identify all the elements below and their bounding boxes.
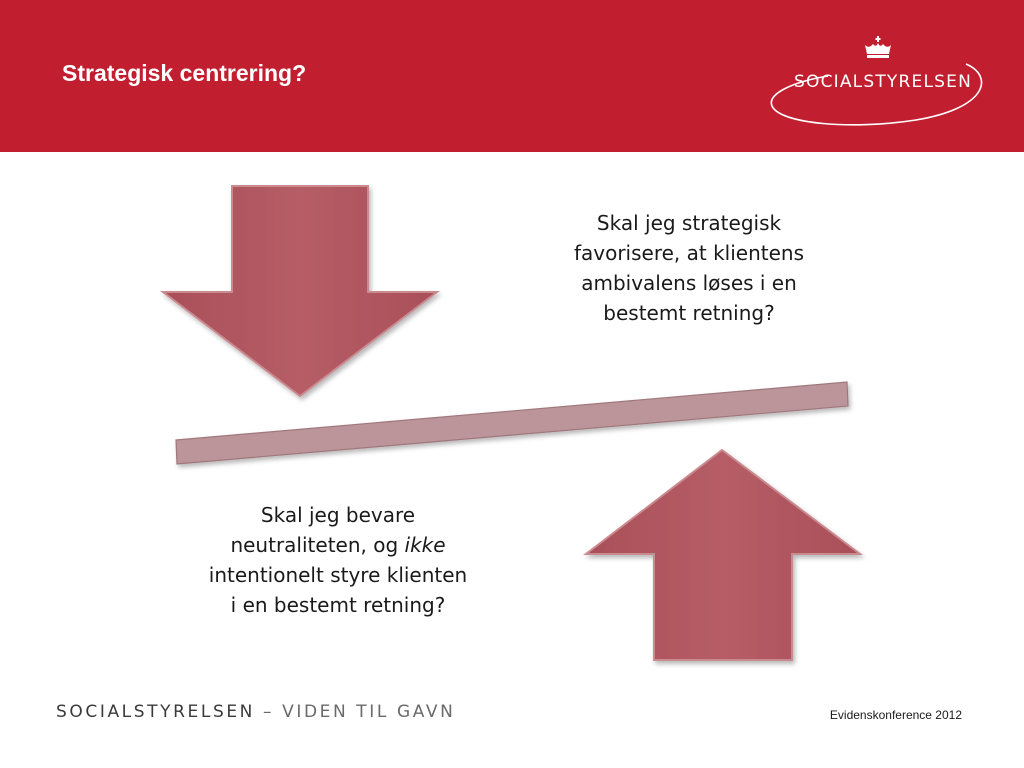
footer-brand-name: SOCIALSTYRELSEN bbox=[56, 702, 255, 722]
footer-note: Evidenskonference 2012 bbox=[829, 708, 962, 722]
top-question: Skal jeg strategisk favorisere, at klientens ambivalens løses i en bestemt retning? bbox=[573, 211, 805, 325]
bottom-question bbox=[208, 500, 468, 620]
bottom-question-emphasis: ikke bbox=[404, 533, 446, 557]
slide-title: Strategisk centrering? bbox=[62, 60, 307, 86]
bottom-question-part2: intentionelt styre klienten i en bestemt retning? bbox=[208, 563, 468, 617]
arrow-up-icon bbox=[586, 450, 860, 660]
footer-tagline: VIDEN TIL GAVN bbox=[282, 702, 456, 722]
footer-separator: – bbox=[255, 702, 283, 722]
bottom-question-part1: Skal jeg bevare neutraliteten, og bbox=[230, 503, 416, 557]
footer-brand bbox=[56, 702, 455, 722]
balance-bar bbox=[176, 382, 848, 464]
logo-text: SOCIALSTYRELSEN bbox=[794, 72, 972, 92]
arrow-down-icon bbox=[163, 186, 437, 396]
